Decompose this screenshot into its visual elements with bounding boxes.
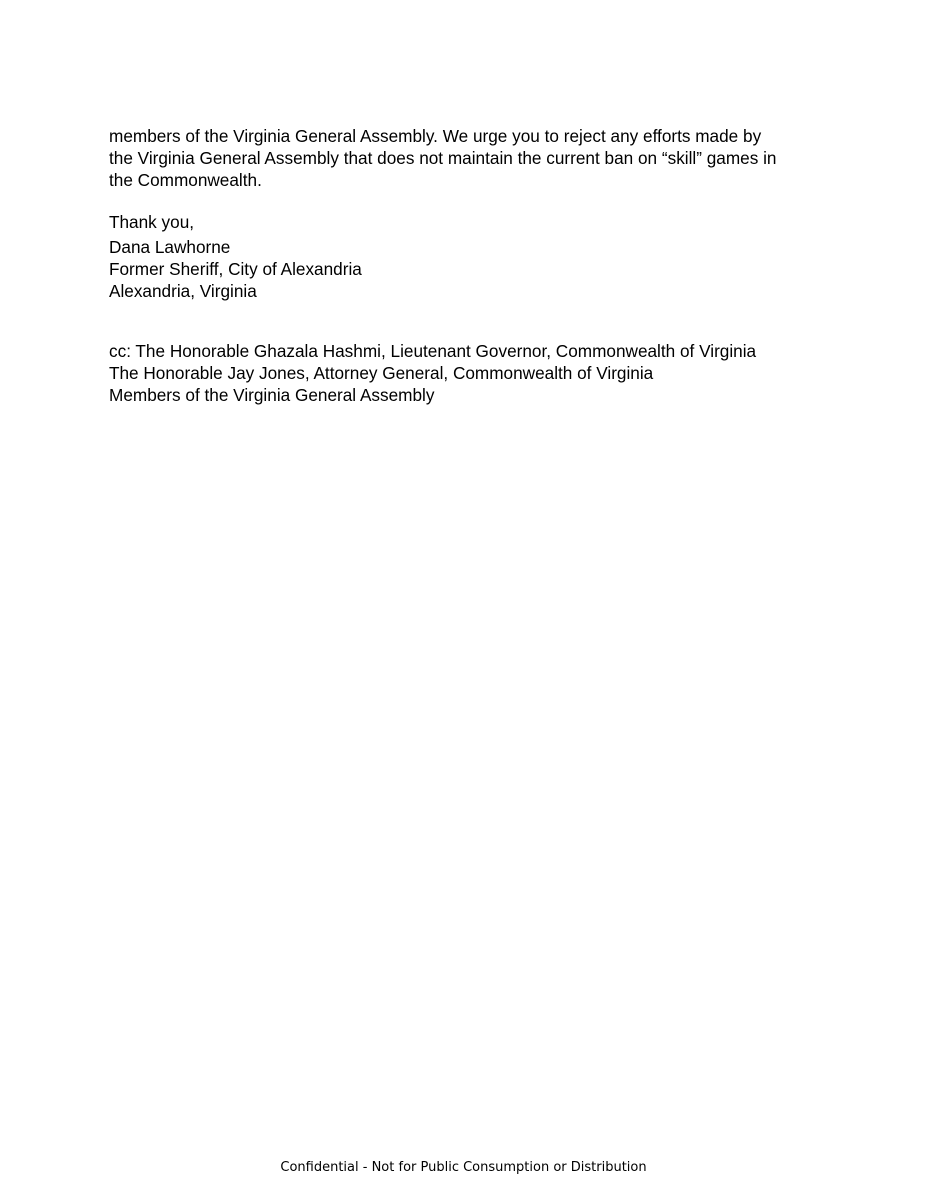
signer-name: Dana Lawhorne xyxy=(109,237,231,257)
paragraph-line: the Virginia General Assembly that does not maintain the current ban on “skill” games in xyxy=(109,148,777,169)
signer-location: Alexandria, Virginia xyxy=(109,281,257,301)
cc-recipient: cc: The Honorable Ghazala Hashmi, Lieutenant Governor, Commonwealth of Virginia xyxy=(109,341,757,361)
cc-recipient: The Honorable Jay Jones, Attorney General, Commonwealth of Virginia xyxy=(109,363,654,383)
signer-title: Former Sheriff, City of Alexandria xyxy=(109,259,362,279)
paragraph-line: members of the Virginia General Assembly. We urge you to reject any efforts made by xyxy=(109,126,762,147)
cc-list xyxy=(109,340,849,406)
salutation: Thank you, xyxy=(109,212,195,233)
paragraph-line: the Commonwealth. xyxy=(109,170,262,191)
closing-paragraph xyxy=(109,125,849,191)
confidentiality-footer: Confidential - Not for Public Consumption or Distribution xyxy=(280,1160,647,1175)
signature-block xyxy=(109,236,849,302)
cc-recipient: Members of the Virginia General Assembly xyxy=(109,385,435,405)
